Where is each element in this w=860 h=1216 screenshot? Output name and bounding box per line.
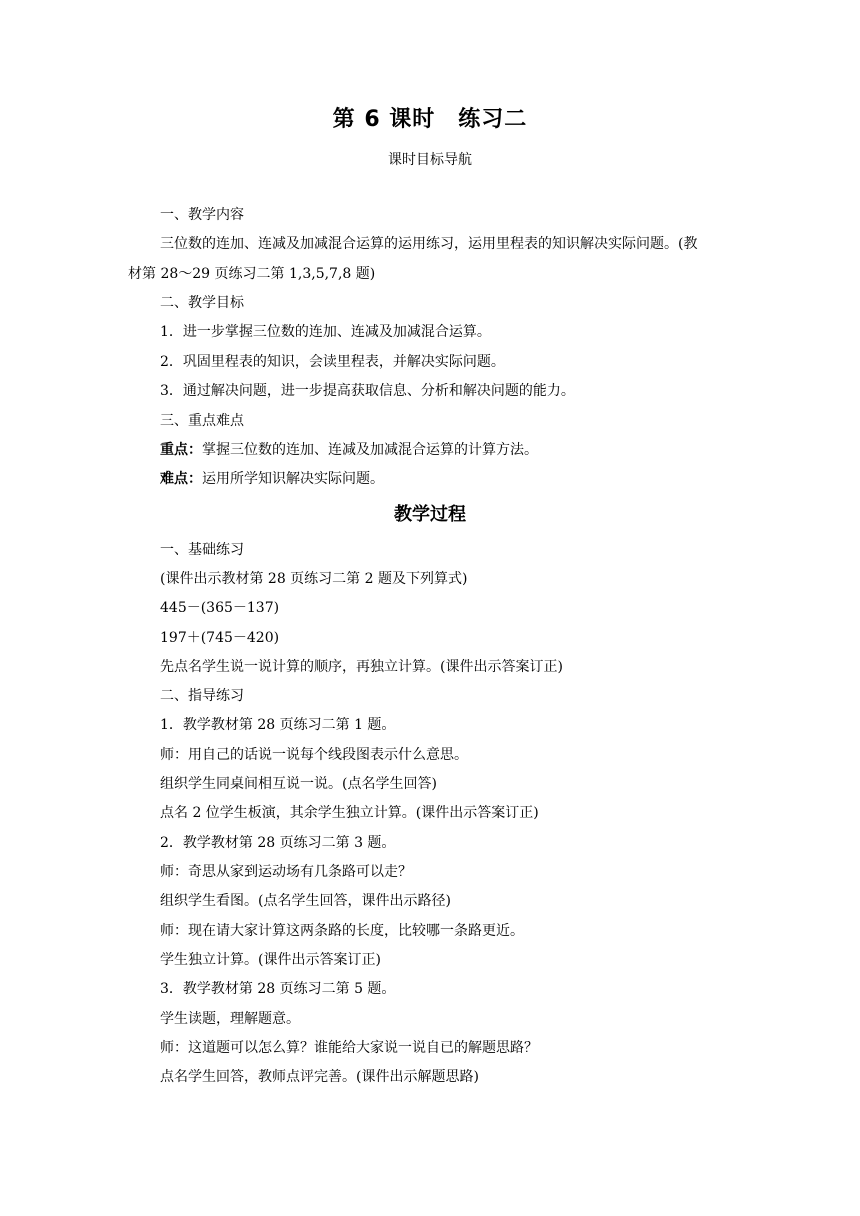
goal-item-1: 1．进一步掌握三位数的连加、连减及加减混合运算。	[160, 324, 491, 340]
page-title: 第 6 课时 练习二	[332, 107, 528, 132]
difficult-point-label: 难点：	[160, 471, 202, 487]
process-line: 学生独立计算。(课件出示答案订正)	[160, 952, 381, 968]
difficult-point-row	[160, 469, 384, 489]
process-line: 师：用自己的话说一说每个线段图表示什么意思。	[160, 747, 468, 763]
process-line: 点名学生回答，教师点评完善。(课件出示解题思路)	[160, 1069, 479, 1085]
process-line: 点名 2 位学生板演，其余学生独立计算。(课件出示答案订正)	[160, 805, 539, 821]
section-heading-teaching-content: 一、教学内容	[160, 207, 244, 223]
teaching-process-heading: 教学过程	[394, 504, 466, 525]
process-line: 1．教学教材第 28 页练习二第 1 题。	[160, 717, 396, 733]
teaching-content-text-line2: 材第 28～29 页练习二第 1,3,5,7,8 题)	[128, 266, 376, 282]
key-point-text: 掌握三位数的连加、连减及加减混合运算的计算方法。	[202, 442, 538, 458]
page-subtitle: 课时目标导航	[388, 152, 472, 168]
difficult-point-text: 运用所学知识解决实际问题。	[202, 471, 384, 487]
process-line: 师：现在请大家计算这两条路的长度，比较哪一条路更近。	[160, 923, 524, 939]
teaching-content-text-line1: 三位数的连加、连减及加减混合运算的运用练习，运用里程表的知识解决实际问题。(教	[160, 236, 698, 252]
process-line: 师：这道题可以怎么算？谁能给大家说一说自已的解题思路？	[160, 1040, 538, 1056]
key-point-label: 重点：	[160, 442, 202, 458]
process-line: 二、指导练习	[160, 688, 244, 704]
process-line: 组织学生看图。(点名学生回答，课件出示路径)	[160, 893, 451, 909]
process-line: (课件出示教材第 28 页练习二第 2 题及下列算式)	[160, 571, 468, 587]
process-line: 2．教学教材第 28 页练习二第 3 题。	[160, 835, 396, 851]
key-point-row	[160, 440, 538, 460]
process-line: 一、基础练习	[160, 542, 244, 558]
goal-item-3: 3．通过解决问题，进一步提高获取信息、分析和解决问题的能力。	[160, 383, 575, 399]
process-line: 3．教学教材第 28 页练习二第 5 题。	[160, 981, 396, 997]
process-line: 197＋(745－420)	[160, 630, 280, 646]
section-heading-key-points: 三、重点难点	[160, 413, 244, 429]
process-line: 445－(365－137)	[160, 600, 280, 616]
process-line: 组织学生同桌间相互说一说。(点名学生回答)	[160, 776, 437, 792]
process-line: 学生读题，理解题意。	[160, 1011, 300, 1027]
section-heading-teaching-goals: 二、教学目标	[160, 295, 244, 311]
process-line: 先点名学生说一说计算的顺序，再独立计算。(课件出示答案订正)	[160, 659, 563, 675]
process-line: 师：奇思从家到运动场有几条路可以走？	[160, 864, 412, 880]
goal-item-2: 2．巩固里程表的知识，会读里程表，并解决实际问题。	[160, 354, 505, 370]
